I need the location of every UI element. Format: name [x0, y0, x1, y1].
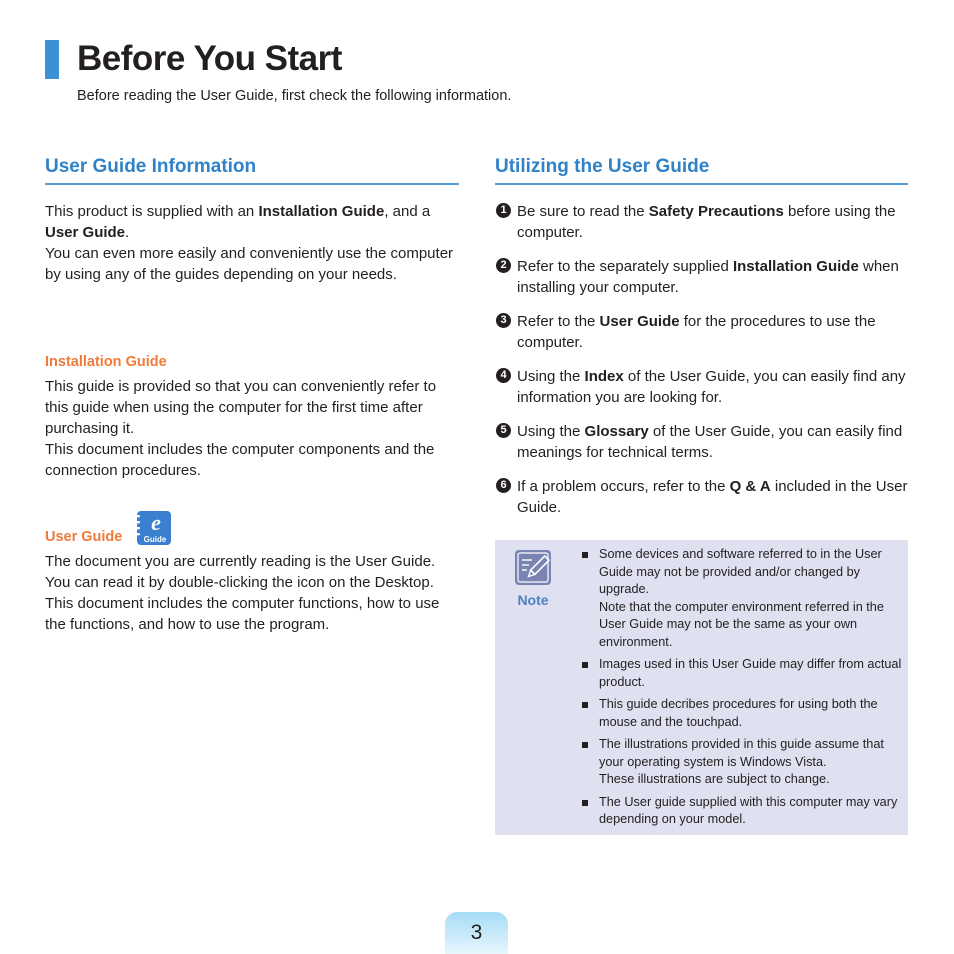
intro-paragraph-2: You can even more easily and conveniently use the computer by using any of the guides depending on your needs. — [45, 245, 454, 283]
page-title: Before You Start — [77, 39, 342, 78]
note-box — [495, 540, 908, 835]
bold-term: Safety Precautions — [648, 203, 784, 220]
intro-text — [45, 201, 459, 285]
note-item — [582, 546, 902, 651]
text-run: Using the — [517, 423, 585, 440]
text-run: , and a — [384, 203, 431, 220]
e-guide-icon-label: Guide — [143, 535, 167, 544]
text-run: Refer to the — [517, 313, 600, 330]
note-item — [582, 736, 902, 789]
step-item — [496, 366, 908, 408]
note-item-text: Images used in this User Guide may differ from actual product. — [599, 657, 902, 689]
text-run: when installing your computer. — [517, 258, 899, 296]
note-label: Note — [517, 592, 549, 608]
bold-term: Q & A — [729, 478, 771, 495]
text-run: This product is supplied with an — [45, 203, 259, 220]
steps-list — [496, 201, 908, 531]
bold-term: Installation Guide — [732, 258, 859, 275]
user-guide-paragraph-1: The document you are currently reading is the User Guide. You can read it by double-clicking the icon on the Desktop. — [45, 553, 436, 591]
text-run: Be sure to read the — [517, 203, 649, 220]
text-run: before using the computer. — [517, 203, 896, 241]
section-rule-right — [495, 183, 908, 185]
user-guide-paragraph-2: This document includes the computer functions, how to use the functions, and how to use the program. — [45, 595, 440, 633]
note-list — [582, 546, 902, 834]
note-item — [582, 656, 902, 691]
step-item — [496, 311, 908, 353]
user-guide-text — [45, 551, 459, 635]
note-item-text: Note that the computer environment referred in the User Guide may not be the same as your own environment. — [599, 599, 884, 649]
section-heading-user-guide-information: User Guide Information — [45, 156, 257, 177]
note-item-text: This guide decribes procedures for using both the mouse and the touchpad. — [599, 697, 878, 729]
e-guide-icon-letter: e — [151, 510, 161, 535]
installation-guide-text — [45, 376, 459, 481]
text-run: of the User Guide, you can easily find any information you are looking for. — [517, 368, 906, 406]
text-run: Refer to the separately supplied — [517, 258, 733, 275]
step-number-badge: 1 — [496, 203, 511, 218]
note-item — [582, 794, 902, 829]
step-number-badge: 6 — [496, 478, 511, 493]
title-accent-bar — [45, 40, 59, 79]
text-run: If a problem occurs, refer to the — [517, 478, 730, 495]
step-item — [496, 476, 908, 518]
text-run: . — [125, 224, 130, 241]
section-heading-utilizing-user-guide: Utilizing the User Guide — [495, 156, 710, 177]
installation-paragraph-2: This document includes the computer components and the connection procedures. — [45, 441, 435, 479]
page-subtitle: Before reading the User Guide, first check the following information. — [77, 88, 512, 104]
note-item — [582, 696, 902, 731]
step-item — [496, 256, 908, 298]
note-item-text: The illustrations provided in this guide assume that your operating system is Windows Vista. — [599, 737, 884, 769]
step-item — [496, 201, 908, 243]
bold-term: Index — [584, 368, 624, 385]
bold-term: Installation Guide — [258, 203, 385, 220]
note-item-text: Some devices and software referred to in the User Guide may not be provided and/or changed by upgrade. — [599, 547, 882, 596]
section-rule-left — [45, 183, 459, 185]
step-number-badge: 4 — [496, 368, 511, 383]
intro-paragraph — [45, 201, 459, 243]
text-run: Using the — [517, 368, 585, 385]
bold-term: User Guide — [599, 313, 680, 330]
step-number-badge: 2 — [496, 258, 511, 273]
step-number-badge: 3 — [496, 313, 511, 328]
installation-guide-heading: Installation Guide — [45, 354, 167, 370]
bold-term: Glossary — [584, 423, 649, 440]
bold-term: User Guide — [45, 224, 126, 241]
text-run: of the User Guide, you can easily find meanings for technical terms. — [517, 423, 903, 461]
pencil-note-icon — [515, 550, 551, 585]
text-run: for the procedures to use the computer. — [517, 313, 876, 351]
installation-paragraph-1: This guide is provided so that you can conveniently refer to this guide when using the computer for the first time after purchasing it. — [45, 378, 437, 437]
page-number: 3 — [445, 912, 508, 954]
step-number-badge: 5 — [496, 423, 511, 438]
step-item — [496, 421, 908, 463]
text-run: included in the User Guide. — [517, 478, 908, 516]
e-guide-icon — [134, 509, 174, 547]
user-guide-heading: User Guide — [45, 529, 123, 545]
note-item-text: These illustrations are subject to change. — [599, 772, 830, 786]
note-item-text: The User guide supplied with this computer may vary depending on your model. — [599, 794, 898, 826]
